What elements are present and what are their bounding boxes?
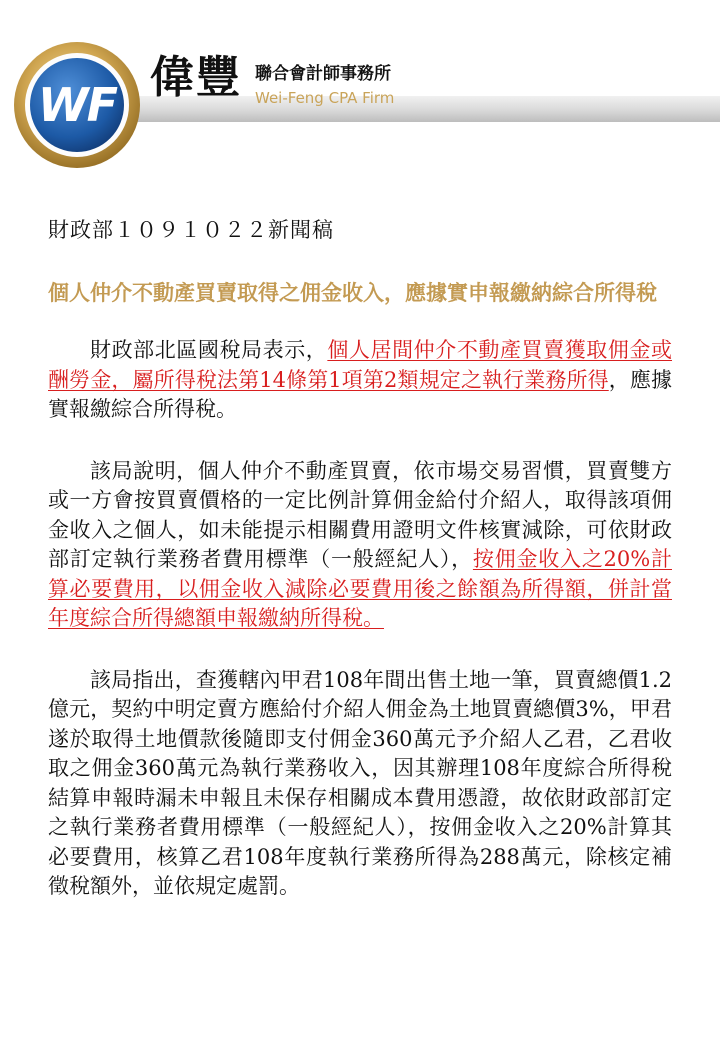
firm-name-chinese: 偉豐 [150,52,242,103]
firm-subtitle: 聯合會計師事務所 [255,64,391,84]
paragraph-text: 該局說明，個人仲介不動產買賣，依市場交易習慣，買賣雙方或一方會按買賣價格的一定比例計算佣金給付介紹人，取得該項佣金收入之個人，如未能提示相關費用證明文件核實減除，可依財政部訂定執行業務者費用標準（一般經紀人）， [48,458,672,571]
firm-logo [12,40,142,170]
press-release-title: 個人仲介不動產買賣取得之佣金收入，應據實申報繳納綜合所得稅 [48,280,657,305]
paragraph-text: ，應據實報繳綜合所得稅。 [48,367,672,421]
paragraph-3 [48,666,672,902]
paragraph-1 [48,336,672,425]
press-release-body [48,212,672,934]
highlighted-text: 個人居間仲介不動產買賣獲取佣金或酬勞金，屬所得稅法第14條第1項第2類規定之執行業務所得 [48,338,673,392]
logo-text: WF [37,78,117,132]
press-release-dateline: 財政部１０９１０２２新聞稿 [48,218,334,242]
firm-name-english: Wei-Feng CPA Firm [255,89,395,107]
paragraph-text: 該局指出，查獲轄內甲君108年間出售土地一筆，買賣總價1.2億元，契約中明定賣方應給付介紹人佣金為土地買賣總價3%，甲君遂於取得土地價款後隨即支付佣金360萬元予介紹人乙君，乙君收取之佣金360萬元為執行業務收入，因其辦理108年度綜合所得稅結算申報時漏未申報且未保存相關成本費用憑證，故依財政部訂定之執行業務者費用標準（一般經紀人），按佣金收入之20%計算其必要費用，核算乙君108年度執行業務所得為288萬元，除核定補徵稅額外，並依規定處罰。 [48,667,672,898]
letterhead [0,0,720,180]
highlighted-text: 按佣金收入之20%計算必要費用，以佣金收入減除必要費用後之餘額為所得額，併計當年度綜合所得總額申報繳納所得稅。 [48,547,672,630]
paragraph-2 [48,457,672,634]
paragraph-text: 財政部北區國稅局表示， [90,338,328,362]
